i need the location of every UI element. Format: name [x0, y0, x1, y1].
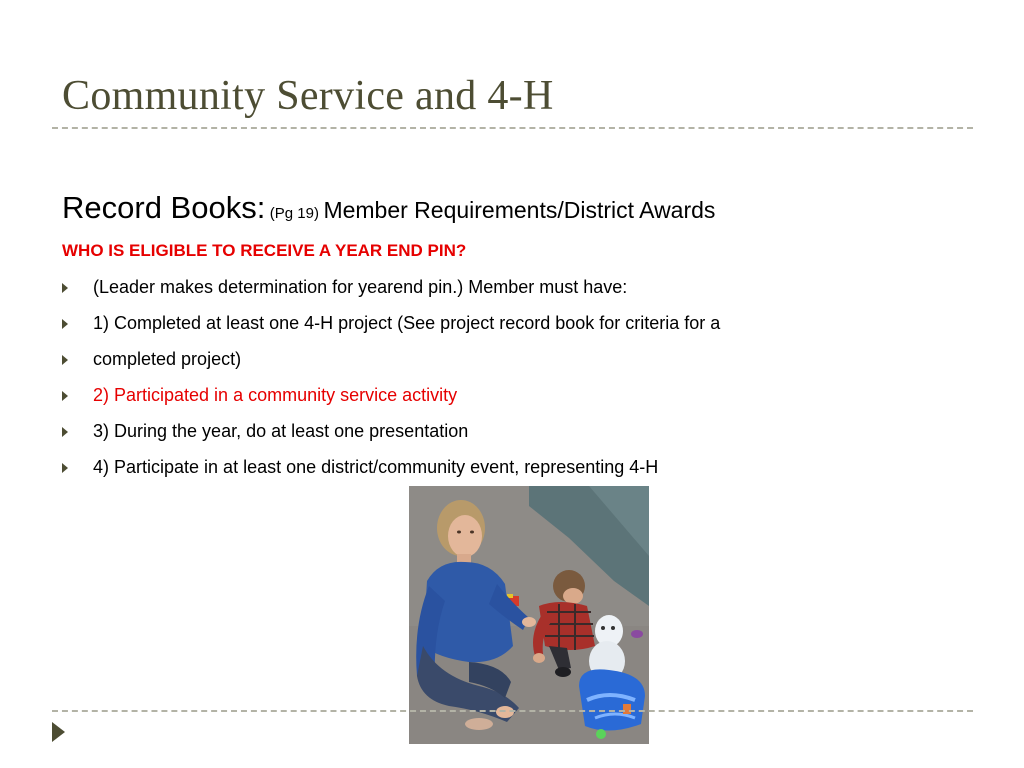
bullet-text: 1) Completed at least one 4-H project (See project record book for criteria for a	[93, 313, 721, 333]
footer-divider	[52, 710, 973, 712]
bullet-text: completed project)	[93, 349, 242, 369]
photo-illustration	[409, 486, 649, 744]
bullet-arrow-icon	[62, 463, 68, 473]
eligibility-heading: WHO IS ELIGIBLE TO RECEIVE A YEAR END PIN?	[62, 241, 467, 260]
title-divider	[52, 127, 973, 129]
subtitle-main: Record Books:	[62, 190, 266, 225]
bullet-text: 2) Participated in a community service activity	[93, 385, 458, 405]
subtitle	[62, 190, 715, 226]
subtitle-page-ref: (Pg 19)	[269, 205, 319, 222]
bullet-arrow-icon	[62, 427, 68, 437]
slide-title: Community Service and 4-H	[62, 73, 554, 119]
bullet-arrow-icon	[62, 319, 68, 329]
photo-volunteer-with-child	[409, 486, 649, 744]
bullet-text: 4) Participate in at least one district/community event, representing 4-H	[93, 457, 659, 477]
bullet-arrow-icon	[62, 283, 68, 293]
bullet-arrow-icon	[62, 391, 68, 401]
bullet-arrow-icon	[62, 355, 68, 365]
bullet-text: 3) During the year, do at least one presentation	[93, 421, 469, 441]
bullet-text: (Leader makes determination for yearend pin.) Member must have:	[93, 277, 628, 297]
play-arrow-icon[interactable]	[52, 722, 65, 742]
subtitle-rest: Member Requirements/District Awards	[323, 197, 716, 223]
